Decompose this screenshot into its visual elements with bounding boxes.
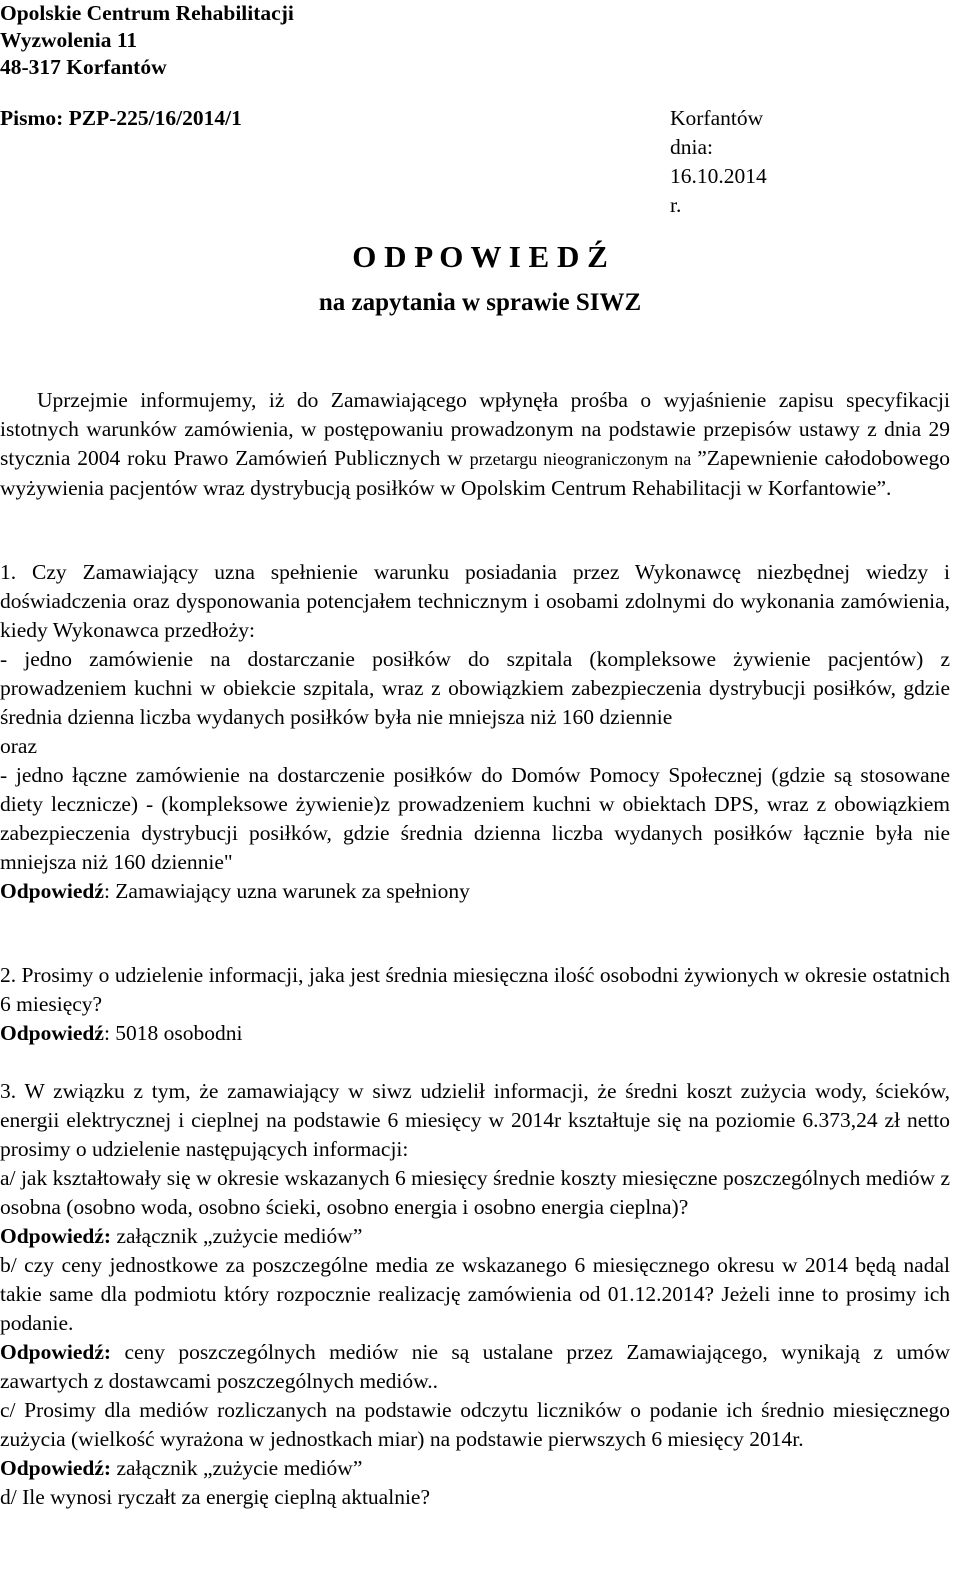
question-3c: c/ Prosimy dla mediów rozliczanych na podstawie odczytu liczników o podanie ich średnio miesięcznego zużycia (wielkość wyrażona w jednostkach miar) na podstawie pierwszych 6 miesięcy 2014r. [0,1398,950,1451]
question-3a: a/ jak kształtowały się w okresie wskazanych 6 miesięcy średnie koszty miesięczne poszczególnych mediów z osobna (osobno woda, osobno ścieki, osobno energia i osobno energia cieplna)? [0,1166,950,1219]
intro-text-2: przetargu nieograniczonym na [469,449,698,469]
answer-label: Odpowiedź: [0,1340,112,1364]
answer-label: Odpowiedź: [0,1224,112,1248]
intro-paragraph [0,386,950,503]
question-1-conjunction: oraz [0,734,37,758]
answer-3a [0,1222,950,1251]
question-3d: d/ Ile wynosi ryczałt za energię cieplną aktualnie? [0,1485,430,1509]
question-1-option-b: - jedno łączne zamówienie na dostarczenie posiłków do Domów Pomocy Społecznej (gdzie są stosowane diety lecznicze) - (kompleksowe żywienie)z prowadzeniem kuchni w obiektach DPS, wraz z obowiązkiem zabezpieczenia dystrybucji posiłków, gdzie średnia dzienna liczba wydanych posiłków łącznie była nie mniejsza niż 160 dziennie" [0,763,950,874]
sender-street: Wyzwolenia 11 [0,28,138,52]
question-1-option-a: - jedno zamówienie na dostarczanie posiłków do szpitala (kompleksowe żywienie pacjentów) z prowadzeniem kuchni w obiekcie szpitala, wraz z obowiązkiem zabezpieczenia dystrybucji posiłków, gdzie średnia dzienna liczba wydanych posiłków była nie mniejsza niż 160 dziennie [0,647,950,729]
answer-3b-text: ceny poszczególnych mediów nie są ustalane przez Zamawiającego, wynikają z umów zawartych z dostawcami poszczególnych mediów.. [0,1340,950,1393]
answer-label: Odpowiedź [0,1021,104,1045]
sender-address [0,0,294,81]
question-3-text: 3. W związku z tym, że zamawiający w siwz udzielił informacji, że średni koszt zużycia wody, ścieków, energii elektrycznej i cieplnej na podstawie 6 miesięcy w 2014r kształtuje się na poziomie 6.373,24 zł netto prosimy o udzielenie następujących informacji: [0,1079,950,1161]
intro-text-3: ”Zapewnienie całodobowego wyżywienia pacjentów wraz dystrybucją posiłków w Opolskim Centrum Rehabilitacji w Korfantowie”. [0,446,951,500]
question-2-text: 2. Prosimy o udzielenie informacji, jaka jest średnia miesięczna ilość osobodni żywionych w okresie ostatnich 6 miesięcy? [0,963,950,1016]
answer-1 [0,877,950,906]
answer-2-text: : 5018 osobodni [103,1021,243,1045]
intro-text-1: Uprzejmie informujemy, iż do Zamawiającego wpłynęła prośba o wyjaśnienie zapisu specyfikacji istotnych warunków zamówienia, w postępowaniu prowadzonym na podstawie przepisów ustawy z dnia 29 stycznia 2004 roku Prawo Zamówień Publicznych w [0,388,950,470]
answer-label: Odpowiedź [0,879,104,903]
question-1 [0,558,950,906]
question-3b: b/ czy ceny jednostkowe za poszczególne media ze wskazanego 6 miesięcznego okresu w 2014 będą nadal takie same dla podmiotu który rozpocznie realizację zamówienia od 01.12.2014? Jeżeli inne to prosimy ich podanie. [0,1253,950,1335]
document-subtitle: na zapytania w sprawie SIWZ [318,289,642,316]
question-2 [0,961,950,1048]
answer-1-text: : Zamawiający uzna warunek za spełniony [103,879,470,903]
question-1-text: 1. Czy Zamawiający uzna spełnienie warunku posiadania przez Wykonawcę niezbędnej wiedzy i doświadczenia oraz dysponowania potencjałem technicznym i osobami zdolnymi do wykonania zamówienia, kiedy Wykonawca przedłoży: [0,560,950,642]
answer-2 [0,1019,950,1048]
answer-3c-text: załącznik „zużycie mediów” [111,1456,363,1480]
letter-reference: Pismo: PZP-225/16/2014/1 [0,106,242,130]
sender-city: 48-317 Korfantów [0,55,167,79]
answer-label: Odpowiedź: [0,1456,112,1480]
document-title: O D P O W I E D Ź [352,239,608,274]
question-3 [0,1077,950,1512]
answer-3b [0,1338,950,1396]
answer-3a-text: załącznik „zużycie mediów” [111,1224,363,1248]
answer-3c [0,1454,950,1483]
sender-name: Opolskie Centrum Rehabilitacji [0,1,294,25]
